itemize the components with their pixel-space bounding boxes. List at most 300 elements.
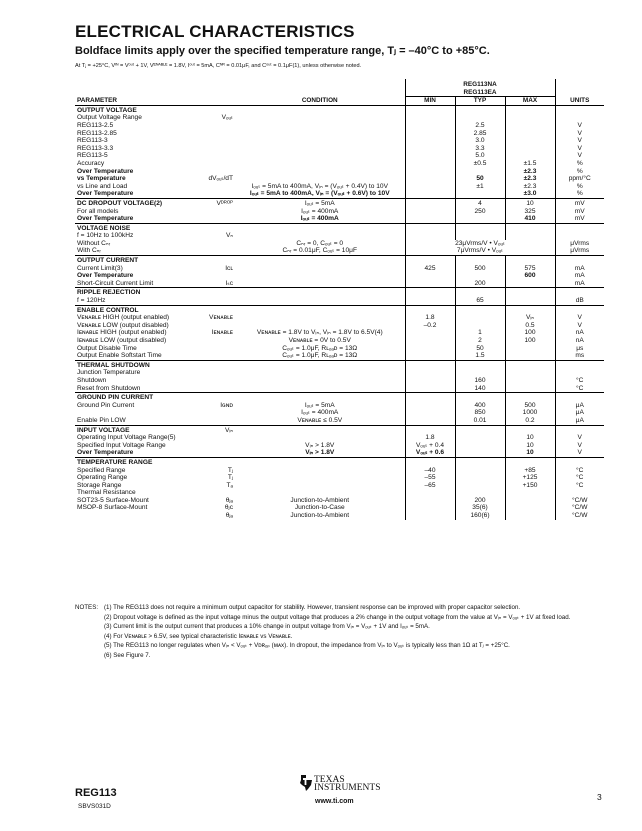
- parameter-cell: Iᴇɴᴀʙʟᴇ HIGH (output enabled): [77, 329, 167, 337]
- table-row: [75, 265, 604, 273]
- condition-cell: [235, 457, 405, 466]
- parameter-cell: [75, 512, 205, 520]
- condition-cell: [235, 105, 405, 114]
- min-value-cell: [405, 504, 455, 512]
- table-row: [75, 385, 604, 393]
- table-section-row: [75, 223, 604, 232]
- typ-value-cell: [455, 288, 505, 297]
- table-row: [75, 232, 604, 240]
- table-section-row: [75, 393, 604, 402]
- parameter-cell: f = 120Hz: [77, 297, 106, 305]
- condition-cell: [235, 145, 405, 153]
- units-cell: °C/W: [572, 504, 588, 512]
- table-section-row: [75, 198, 604, 207]
- parameter-cell: Output Voltage Range: [77, 114, 142, 122]
- min-value-cell: 425: [405, 265, 455, 273]
- typ-value-cell: [455, 449, 505, 457]
- condition-cell: [235, 280, 405, 288]
- note-item: [75, 651, 605, 661]
- condition-cell: Iₒᵤₜ = 5mA: [304, 401, 335, 409]
- units-cell: V: [577, 441, 582, 449]
- symbol-cell: [205, 297, 235, 305]
- max-value-cell: [505, 280, 555, 288]
- units-cell: mV: [555, 198, 604, 207]
- typ-value-cell: [455, 190, 505, 198]
- max-value-cell: [505, 457, 555, 466]
- max-value-cell: [505, 137, 555, 145]
- min-value-cell: [405, 105, 455, 114]
- table-row: [75, 345, 604, 353]
- units-cell: %: [576, 190, 583, 198]
- symbol-cell: [205, 223, 235, 232]
- min-value-cell: [405, 208, 455, 216]
- units-cell: nA: [575, 329, 584, 337]
- condition-cell: [235, 288, 405, 297]
- parameter-cell: Over Temperature: [77, 272, 134, 280]
- condition-cell: Junction-to-Ambient: [290, 512, 350, 520]
- max-value-cell: [505, 345, 555, 353]
- parameter-cell: REG113-2.5: [77, 121, 114, 129]
- units-cell: mV: [574, 207, 585, 215]
- symbol-cell: [205, 352, 235, 360]
- min-value-cell: –65: [405, 482, 455, 490]
- max-value-cell: [505, 504, 555, 512]
- symbol-cell: [205, 240, 235, 248]
- symbol-cell: [205, 442, 235, 450]
- part-name: REG113EA: [463, 88, 497, 96]
- max-value-cell: 575: [505, 265, 555, 273]
- min-value-cell: [405, 409, 455, 417]
- typ-value-cell: 35(6): [455, 504, 505, 512]
- condition-cell: [235, 232, 405, 240]
- notes-label: NOTES:: [75, 604, 99, 611]
- parameter-cell: Over Temperature: [77, 215, 134, 223]
- parameter-cell: Specified Range: [77, 466, 126, 474]
- table-row: [75, 314, 604, 322]
- min-value-cell: [405, 305, 455, 314]
- parameter-cell: Current Limit(3): [77, 264, 123, 272]
- condition-cell: Cₙᵣ = 0.01μF, Cₒᵤₜ = 10μF: [282, 247, 357, 255]
- typ-value-cell: 3.3: [455, 145, 505, 153]
- symbol-cell: [205, 377, 235, 385]
- ti-brand-line1: TEXAS: [314, 775, 345, 785]
- max-value-cell: 0.2: [505, 417, 555, 425]
- symbol-cell: Vₒᵤₜ: [221, 114, 233, 122]
- min-value-cell: [405, 130, 455, 138]
- units-cell: nA: [575, 337, 584, 344]
- symbol-cell: [205, 190, 235, 198]
- parameter-cell: With Cₙᵣ: [77, 247, 101, 255]
- symbol-cell: [205, 160, 235, 168]
- max-value-cell: [505, 114, 555, 122]
- max-value-cell: 1000: [505, 409, 555, 417]
- symbol-cell: [205, 393, 235, 402]
- condition-cell: Cₙᵣ = 0, Cₒᵤₜ = 0: [296, 239, 344, 247]
- min-value-cell: –40: [405, 467, 455, 475]
- typ-value-cell: [455, 232, 505, 240]
- min-value-cell: Vₒᵤₜ + 0.4: [405, 442, 455, 450]
- units-cell: V: [577, 434, 582, 442]
- units-cell: [555, 288, 604, 297]
- units-cell: °C: [576, 481, 584, 489]
- units-cell: °C: [576, 474, 584, 482]
- table-section-row: [75, 288, 604, 297]
- symbol-cell: [205, 345, 235, 353]
- typ-value-cell: [455, 105, 505, 114]
- typ-value-cell: 50: [455, 175, 505, 183]
- table-row: [75, 377, 604, 385]
- symbol-cell: Vᴰᴿᴼᴾ: [205, 198, 235, 207]
- max-value-cell: 325: [505, 208, 555, 216]
- condition-cell: Iₒᵤₜ = 5mA: [235, 198, 405, 207]
- condition-cell: [235, 137, 405, 145]
- max-value-cell: ±2.3: [505, 168, 555, 176]
- condition-cell: Vᵢₙ > 1.8V: [305, 441, 335, 449]
- typ-value-cell: [455, 434, 505, 442]
- table-row: [75, 352, 604, 360]
- condition-cell: Cₒᵤₜ = 1.0μF, Rʟₒₐᴅ = 13Ω: [282, 352, 358, 360]
- note-item: [75, 632, 605, 642]
- parameter-cell: Over Temperature: [77, 449, 134, 457]
- symbol-cell: Iᴇɴᴀʙʟᴇ: [211, 329, 233, 337]
- typ-value-cell: 200: [455, 280, 505, 288]
- max-value-cell: ±1.5: [505, 160, 555, 168]
- table-row: [75, 130, 604, 138]
- typ-value-cell: 160(6): [455, 512, 505, 520]
- typ-value-cell: 50: [455, 345, 505, 353]
- condition-cell: [235, 474, 405, 482]
- symbol-cell: [205, 449, 235, 457]
- min-value-cell: 1.8: [405, 434, 455, 442]
- condition-cell: [235, 425, 405, 434]
- symbol-cell: [205, 385, 235, 393]
- parameter-cell: Reset from Shutdown: [77, 384, 141, 392]
- symbol-cell: Iɢɴᴅ: [220, 401, 233, 409]
- table-row: [75, 474, 604, 482]
- table-row: [75, 114, 604, 122]
- table-row: [75, 337, 604, 345]
- typ-value-cell: 140: [455, 385, 505, 393]
- condition-cell: Iₒᵤₜ = 5mA to 400mA, Vᵢₙ = (Vₒᵤₜ + 0.6V) to 10V: [249, 190, 390, 198]
- table-row: [75, 409, 604, 417]
- parameter-cell: INPUT VOLTAGE: [75, 425, 205, 434]
- column-header-condition: CONDITION: [235, 97, 405, 106]
- typ-value-cell: [455, 215, 505, 223]
- symbol-cell: [205, 215, 235, 223]
- ti-website-link[interactable]: www.ti.com: [315, 798, 354, 805]
- symbol-cell: [205, 208, 235, 216]
- note-text: (1) The REG113 does not require a minimum output capacitor for stability. However, transient response can be improved with proper capacitor selection.: [104, 604, 521, 611]
- min-value-cell: –0.2: [405, 322, 455, 330]
- table-row: [75, 489, 604, 497]
- max-value-cell: 100: [505, 329, 555, 337]
- typical-value-cell: 23μVrms/V • Vₒᵤₜ: [405, 240, 555, 248]
- min-value-cell: [405, 122, 455, 130]
- column-header-min: MIN: [405, 97, 455, 106]
- table-row: [75, 329, 604, 337]
- max-value-cell: [505, 288, 555, 297]
- units-cell: V: [577, 144, 582, 152]
- table-row: [75, 369, 604, 377]
- typ-value-cell: [455, 256, 505, 265]
- condition-cell: [235, 434, 405, 442]
- symbol-cell: [205, 369, 235, 377]
- note-text: (3) Current limit is the output current that produces a 10% change in output voltage from Vᵢₙ = Vₒᵤₜ + 1V and Iₒᵤₜ = 5mA.: [104, 623, 430, 630]
- table-row: [75, 272, 604, 280]
- typ-value-cell: 1: [455, 329, 505, 337]
- note-text: (4) For Vᴇɴᴀʙʟᴇ > 6.5V, see typical characteristic Iᴇɴᴀʙʟᴇ vs Vᴇɴᴀʙʟᴇ.: [104, 632, 293, 640]
- parameter-cell: RIPPLE REJECTION: [75, 288, 205, 297]
- condition-cell: [235, 369, 405, 377]
- min-value-cell: [405, 114, 455, 122]
- symbol-cell: Vₙ: [225, 232, 233, 240]
- column-header-typ: TYP: [455, 97, 505, 106]
- min-value-cell: [405, 457, 455, 466]
- symbol-cell: [205, 337, 235, 345]
- min-value-cell: [405, 183, 455, 191]
- symbol-cell: θⱼᴄ: [224, 504, 233, 512]
- max-value-cell: [505, 152, 555, 160]
- typ-value-cell: 1.5: [455, 352, 505, 360]
- symbol-cell: Tₐ: [226, 481, 233, 489]
- parameter-cell: Accuracy: [77, 159, 105, 167]
- condition-cell: Iₒᵤₜ = 400mA: [300, 215, 339, 223]
- symbol-cell: Vᴇɴᴀʙʟᴇ: [209, 314, 233, 322]
- condition-cell: [235, 223, 405, 232]
- table-section-row: [75, 256, 604, 265]
- units-cell: °C/W: [572, 496, 588, 504]
- typ-value-cell: 400: [455, 402, 505, 410]
- symbol-cell: [205, 168, 235, 176]
- parameter-cell: Specified Input Voltage Range: [77, 441, 166, 449]
- max-value-cell: 500: [505, 402, 555, 410]
- condition-cell: [235, 305, 405, 314]
- condition-cell: Vᴇɴᴀʙʟᴇ = 0V to 0.5V: [288, 337, 351, 344]
- symbol-cell: Vᵢₙ: [205, 425, 235, 434]
- min-value-cell: –55: [405, 474, 455, 482]
- parameter-cell: f = 10Hz to 100kHz: [77, 232, 134, 240]
- page-title: ELECTRICAL CHARACTERISTICS: [75, 22, 355, 41]
- symbol-cell: [205, 145, 235, 153]
- table-row: [75, 190, 604, 198]
- units-cell: %: [576, 159, 583, 167]
- test-conditions: At Tⱼ = +25°C, Vᴵᴺ = Vᵒᵘᵗ + 1V, Vᴱᴺᴬᴮᴸᴱ = 1.8V, Iᵒᵘᵗ = 5mA, Cᴺᴿ = 0.01μF, and Cᵒᵘᵗ = 0.1μF(1), unless otherwise noted.: [75, 63, 362, 69]
- units-cell: [555, 360, 604, 369]
- footer-part-number: REG113: [75, 787, 117, 799]
- parameter-cell: OUTPUT CURRENT: [75, 256, 205, 265]
- condition-cell: [235, 265, 405, 273]
- max-value-cell: [505, 425, 555, 434]
- units-cell: %: [576, 182, 583, 190]
- footer-document-code: SBVS031D: [78, 803, 111, 810]
- max-value-cell: Vᵢₙ: [505, 314, 555, 322]
- condition-cell: [235, 122, 405, 130]
- units-cell: [555, 457, 604, 466]
- typ-value-cell: 200: [455, 497, 505, 505]
- max-value-cell: [505, 145, 555, 153]
- electrical-characteristics-table: [75, 79, 604, 520]
- typ-value-cell: [455, 467, 505, 475]
- parameter-cell: Over Temperature: [77, 190, 134, 198]
- typ-value-cell: ±1: [455, 183, 505, 191]
- min-value-cell: [405, 232, 455, 240]
- parameter-cell: Without Cₙᵣ: [77, 239, 111, 247]
- condition-cell: [235, 377, 405, 385]
- table-row: [75, 152, 604, 160]
- condition-cell: Cₒᵤₜ = 1.0μF, Rʟₒₐᴅ = 13Ω: [282, 344, 358, 352]
- typ-value-cell: [455, 168, 505, 176]
- max-value-cell: +85: [505, 467, 555, 475]
- symbol-cell: [205, 137, 235, 145]
- units-cell: [555, 425, 604, 434]
- condition-cell: Iₒᵤₜ = 400mA: [301, 207, 339, 215]
- units-cell: °C: [576, 376, 584, 384]
- min-value-cell: [405, 425, 455, 434]
- max-value-cell: 10: [505, 449, 555, 457]
- notes-section: [75, 603, 605, 660]
- units-cell: μVrms: [570, 247, 590, 255]
- condition-cell: [235, 130, 405, 138]
- min-value-cell: 1.8: [405, 314, 455, 322]
- min-value-cell: [405, 198, 455, 207]
- max-value-cell: 10: [505, 442, 555, 450]
- symbol-cell: [205, 105, 235, 114]
- max-value-cell: [505, 305, 555, 314]
- table-row: [75, 280, 604, 288]
- parameter-cell: SOT23-5 Surface-Mount: [77, 496, 149, 504]
- units-cell: [555, 305, 604, 314]
- units-cell: ppm/°C: [568, 175, 591, 183]
- parameter-cell: MSOP-8 Surface-Mount: [77, 504, 148, 512]
- parameter-cell: OUTPUT VOLTAGE: [75, 105, 205, 114]
- max-value-cell: 410: [505, 215, 555, 223]
- table-row: [75, 417, 604, 425]
- table-row: [75, 160, 604, 168]
- condition-cell: [235, 160, 405, 168]
- units-cell: μs: [576, 344, 584, 352]
- condition-cell: Vᴇɴᴀʙʟᴇ ≤ 0.5V: [297, 416, 343, 424]
- max-value-cell: ±3.0: [505, 190, 555, 198]
- min-value-cell: [405, 393, 455, 402]
- min-value-cell: [405, 417, 455, 425]
- units-cell: V: [577, 137, 582, 145]
- table-row: [75, 434, 604, 442]
- parameter-cell: [75, 409, 205, 417]
- condition-cell: Vᵢₙ > 1.8V: [305, 449, 335, 457]
- min-value-cell: [405, 345, 455, 353]
- condition-cell: [235, 256, 405, 265]
- typ-value-cell: [455, 322, 505, 330]
- condition-cell: [235, 467, 405, 475]
- parameter-cell: Vᴇɴᴀʙʟᴇ HIGH (output enabled): [77, 314, 170, 322]
- units-cell: V: [577, 314, 582, 322]
- min-value-cell: [405, 337, 455, 345]
- parameter-cell: Operating Input Voltage Range(5): [77, 434, 176, 442]
- typ-value-cell: [455, 272, 505, 280]
- condition-cell: [235, 114, 405, 122]
- note-item: [75, 622, 605, 632]
- condition-cell: Iₒᵤₜ = 5mA to 400mA, Vᵢₙ = (Vₒᵤₜ + 0.4V) to 10V: [251, 182, 388, 190]
- symbol-cell: [205, 272, 235, 280]
- parameter-cell: REG113-3: [77, 137, 108, 145]
- symbol-cell: Tⱼ: [227, 474, 233, 482]
- min-value-cell: [405, 402, 455, 410]
- symbol-cell: [205, 183, 235, 191]
- note-item: [75, 613, 605, 623]
- min-value-cell: [405, 223, 455, 232]
- max-value-cell: 100: [505, 337, 555, 345]
- condition-cell: Junction-to-Case: [294, 504, 345, 512]
- typ-value-cell: 2.85: [455, 130, 505, 138]
- condition-cell: Vᴇɴᴀʙʟᴇ = 1.8V to Vᵢₙ, Vᵢₙ = 1.8V to 6.5V(4): [256, 329, 383, 337]
- units-cell: %: [576, 167, 583, 175]
- condition-cell: [235, 272, 405, 280]
- max-value-cell: [505, 489, 555, 497]
- min-value-cell: [405, 377, 455, 385]
- parameter-cell: Vᴇɴᴀʙʟᴇ LOW (output disabled): [77, 321, 169, 329]
- parameter-cell: VOLTAGE NOISE: [75, 223, 205, 232]
- table-row: [75, 402, 604, 410]
- table-section-row: [75, 105, 604, 114]
- typ-value-cell: 5.0: [455, 152, 505, 160]
- units-cell: [555, 489, 604, 497]
- parameter-cell: Operating Range: [77, 474, 128, 482]
- typ-value-cell: [455, 489, 505, 497]
- units-cell: mV: [574, 215, 585, 223]
- units-cell: mA: [574, 279, 585, 287]
- max-value-cell: ±2.3: [505, 183, 555, 191]
- min-value-cell: [405, 280, 455, 288]
- parameter-cell: Thermal Resistance: [77, 489, 136, 497]
- table-row: [75, 122, 604, 130]
- symbol-cell: [205, 130, 235, 138]
- units-cell: V: [577, 152, 582, 160]
- parameter-cell: DC DROPOUT VOLTAGE(2): [75, 198, 205, 207]
- typ-value-cell: [455, 314, 505, 322]
- part-name: REG113NA: [463, 81, 497, 88]
- table-section-row: [75, 360, 604, 369]
- condition-cell: [235, 489, 405, 497]
- condition-cell: [235, 385, 405, 393]
- typ-value-cell: [455, 474, 505, 482]
- typ-value-cell: [455, 457, 505, 466]
- table-row: [75, 208, 604, 216]
- max-value-cell: [505, 497, 555, 505]
- symbol-cell: [205, 256, 235, 265]
- min-value-cell: [405, 497, 455, 505]
- units-cell: μA: [575, 416, 584, 424]
- condition-cell: [235, 297, 405, 305]
- condition-cell: [235, 322, 405, 330]
- min-value-cell: [405, 352, 455, 360]
- condition-cell: Junction-to-Ambient: [290, 496, 350, 504]
- min-value-cell: [405, 512, 455, 520]
- page-number: 3: [597, 792, 602, 802]
- symbol-cell: [205, 152, 235, 160]
- typ-value-cell: [455, 482, 505, 490]
- table-section-row: [75, 305, 604, 314]
- parameter-cell: Iᴇɴᴀʙʟᴇ LOW (output disabled): [77, 337, 167, 344]
- min-value-cell: [405, 145, 455, 153]
- table-section-row: [75, 457, 604, 466]
- typ-value-cell: 2: [455, 337, 505, 345]
- max-value-cell: [505, 393, 555, 402]
- units-cell: [555, 256, 604, 265]
- typ-value-cell: [455, 393, 505, 402]
- condition-cell: Iₒᵤₜ = 400mA: [301, 409, 339, 417]
- symbol-cell: [205, 409, 235, 417]
- parameter-cell: Output Disable Time: [77, 344, 137, 352]
